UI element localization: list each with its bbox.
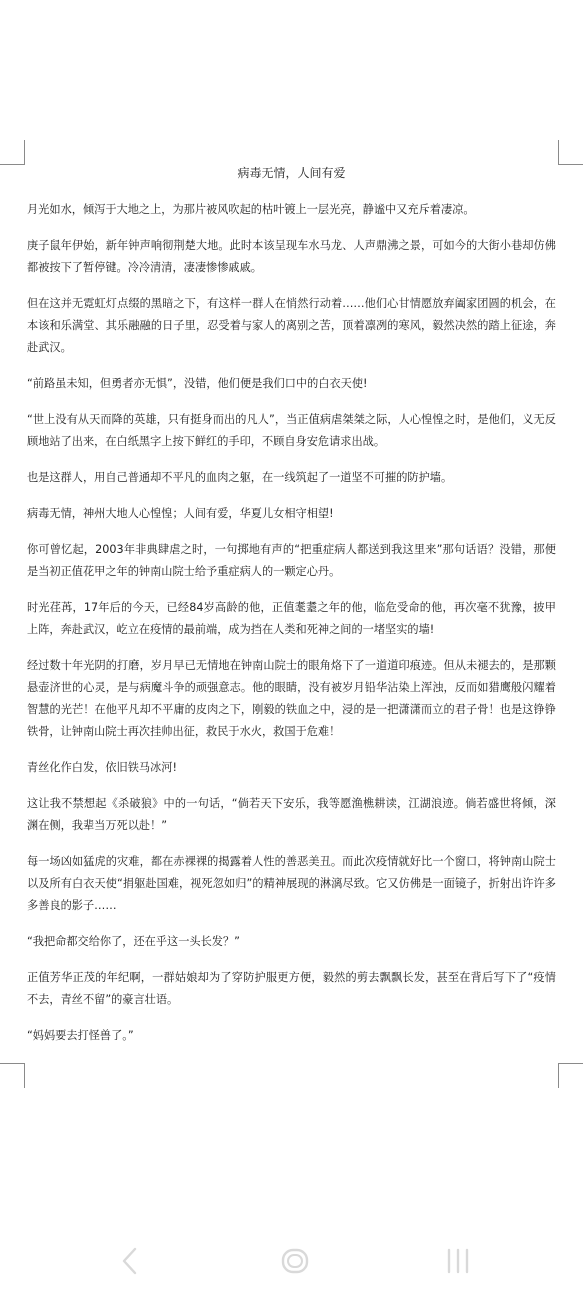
document-title: 病毒无情，人间有爱 — [237, 166, 346, 180]
system-navigation-bar — [0, 1225, 583, 1295]
document-page — [27, 163, 556, 1061]
paragraph: 正值芳华正茂的年纪啊，一群姑娘却为了穿防护服更方便，毅然的剪去飘飘长发，甚至在背后写下了“疫情不去，青丝不留”的豪言壮语。 — [27, 971, 556, 1006]
page-corner-mark-top-left — [0, 140, 25, 165]
paragraph: “我把命都交给你了，还在乎这一头长发？” — [27, 935, 240, 948]
page-corner-mark-bottom-right — [558, 1063, 583, 1088]
paragraph: “前路虽未知，但勇者亦无惧”，没错，他们便是我们口中的白衣天使! — [27, 377, 368, 390]
paragraph: 这让我不禁想起《杀破狼》中的一句话，“倘若天下安乐，我等愿渔樵耕读，江湖浪迹。倘若盛世将倾，深渊在侧，我辈当万死以赴！” — [27, 797, 556, 832]
paragraph: 也是这群人，用自己普通却不平凡的血肉之躯，在一线筑起了一道坚不可摧的防护墙。 — [27, 471, 453, 484]
page-corner-mark-top-right — [558, 140, 583, 165]
paragraph: 时光荏苒，17年后的今天，已经84岁高龄的他，正值耄耋之年的他，临危受命的他，再次毫不犹豫，披甲上阵，奔赴武汉，屹立在疫情的最前端，成为挡在人类和死神之间的一堵坚实的墙! — [27, 601, 556, 636]
back-icon[interactable] — [110, 1245, 150, 1277]
paragraph: 经过数十年光阴的打磨，岁月早已无情地在钟南山院士的眼角烙下了一道道印痕迹。但从未褪去的，是那颗悬壶济世的心灵，是与病魔斗争的顽强意志。他的眼睛，没有被岁月铅华沾染上浑浊，反而如猎鹰般闪耀着智慧的光芒！在他平凡却不平庸的皮肉之下，刚毅的铁血之中，浸的是一把潇潇而立的君子骨！也是这铮铮铁骨，让钟南山院士再次挂帅出征，救民于水火，救国于危难！ — [27, 659, 556, 738]
paragraph: 但在这并无霓虹灯点缀的黑暗之下，有这样一群人在悄然行动着……他们心甘情愿放弃阖家团圆的机会，在本该和乐满堂、其乐融融的日子里，忍受着与家人的离别之苦，顶着凛冽的寒风，毅然决然的踏上征途，奔赴武汉。 — [27, 297, 556, 354]
paragraph: 月光如水，倾泻于大地之上，为那片被风吹起的枯叶镀上一层光亮，静谧中又充斥着凄凉。 — [27, 203, 475, 216]
paragraph: “妈妈要去打怪兽了。” — [27, 1029, 134, 1042]
paragraph: “世上没有从天而降的英雄，只有挺身而出的凡人”，当正值病虐桀桀之际，人心惶惶之时，是他们，义无反顾地站了出来，在白纸黑字上按下鲜红的手印，不顾自身安危请求出战。 — [27, 413, 556, 448]
home-icon[interactable] — [275, 1245, 315, 1277]
paragraph: 病毒无情，神州大地人心惶惶；人间有爱，华夏儿女相守相望! — [27, 507, 334, 520]
recent-apps-icon[interactable] — [438, 1245, 478, 1277]
page-corner-mark-bottom-left — [0, 1063, 25, 1088]
paragraph: 每一场凶如猛虎的灾难，都在赤裸裸的揭露着人性的善恶美丑。而此次疫情就好比一个窗口，将钟南山院士以及所有白衣天使“捐躯赴国难，视死忽如归”的精神展现的淋漓尽致。它又仿佛是一面镜子，折射出许许多多善良的影子…… — [27, 855, 556, 912]
paragraph: 你可曾忆起，2003年非典肆虐之时，一句掷地有声的“把重症病人都送到我这里来”那句话语？没错，那便是当初正值花甲之年的钟南山院士给予重症病人的一颗定心丹。 — [27, 543, 556, 578]
paragraph: 庚子鼠年伊始，新年钟声响彻荆楚大地。此时本该呈现车水马龙、人声鼎沸之景，可如今的大街小巷却仿佛都被按下了暂停键。冷冷清清，凄凄惨惨戚戚。 — [27, 239, 556, 274]
paragraph: 青丝化作白发，依旧铁马冰河! — [27, 761, 177, 774]
